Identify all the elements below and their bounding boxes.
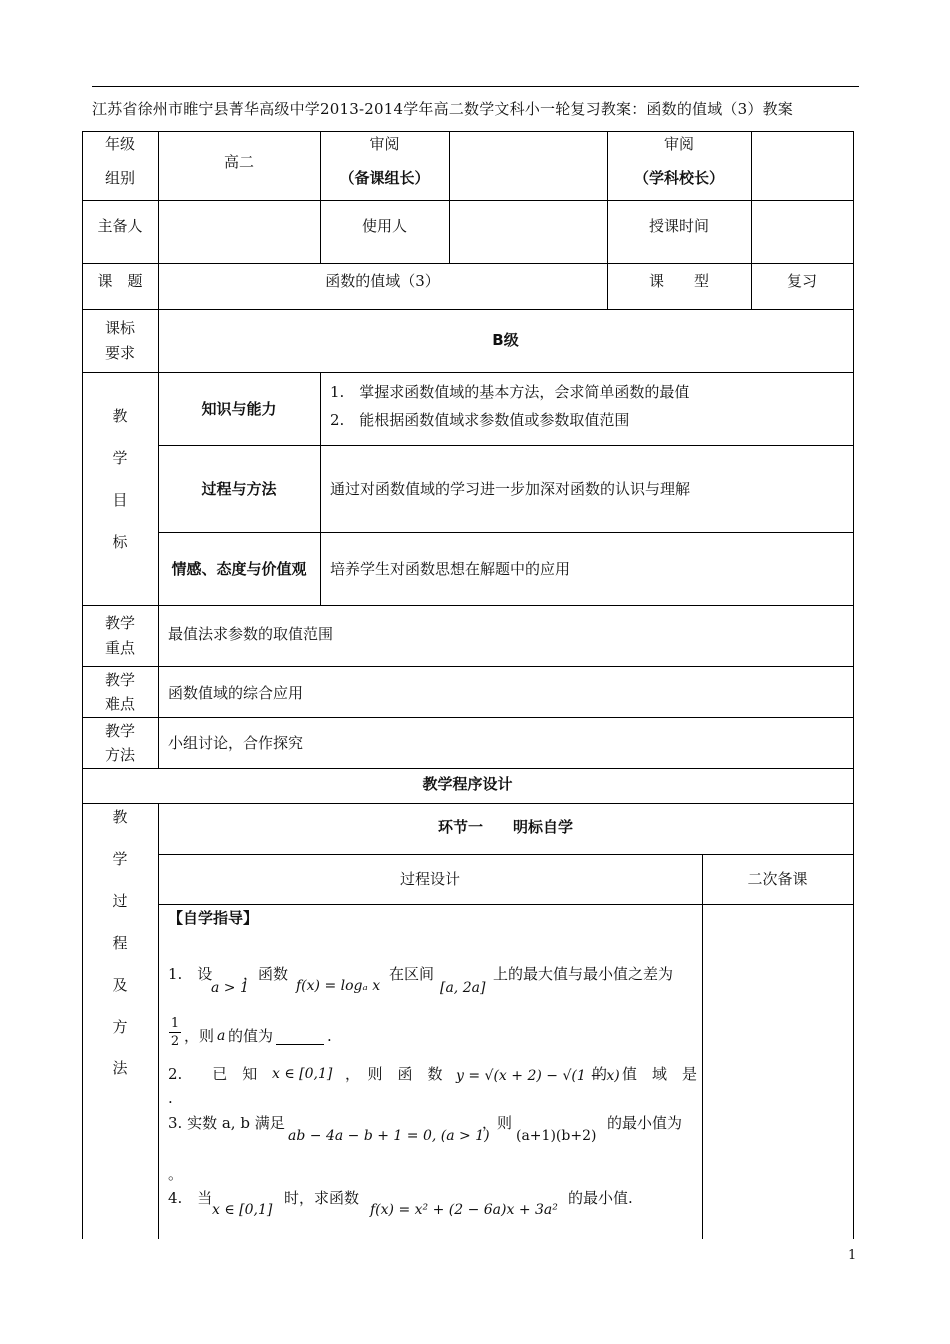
type-value: 复习 — [786, 272, 817, 290]
user-label: 使用人 — [361, 217, 407, 235]
q1-then: ，则 — [184, 1027, 215, 1045]
q3-end: 。 — [168, 1165, 184, 1183]
group-label: 组别 — [104, 169, 135, 187]
process-side-char-5: 及 — [112, 976, 128, 994]
q3-then: ，则 — [482, 1114, 513, 1132]
knowledge-item-1: 1. 掌握求函数值域的基本方法，会求简单函数的最值 — [330, 383, 690, 401]
difficulty-label-2: 难点 — [104, 695, 135, 713]
step-title: 环节一 明标自学 — [437, 818, 573, 836]
preparer-label: 主备人 — [97, 217, 143, 235]
review-sub-2: （学科校长） — [633, 169, 724, 187]
method-label-1: 教学 — [104, 722, 135, 740]
header-rule — [92, 86, 859, 87]
review-sub-1: （备课组长） — [339, 169, 430, 187]
method-value: 小组讨论，合作探究 — [168, 734, 304, 752]
page-number: 1 — [848, 1248, 857, 1263]
q1-interval: [a, 2a] — [440, 980, 486, 996]
review-label-1: 审阅 — [369, 135, 400, 153]
standard-value: B级 — [492, 331, 519, 349]
objective-char-4: 标 — [112, 533, 128, 551]
q1-func-word: ，函数 — [243, 965, 289, 983]
q4-func-word: 时，求函数 — [284, 1189, 360, 1207]
focus-label-2: 重点 — [104, 639, 135, 657]
grade-label: 年级 — [104, 135, 135, 153]
knowledge-label: 知识与能力 — [201, 400, 277, 418]
q4-prefix: 4. 当 — [168, 1189, 213, 1207]
q1-fraction-denominator: 2 — [170, 1034, 180, 1049]
q4-set: x ∈ [0,1] — [212, 1202, 273, 1218]
process-side-char-3: 过 — [112, 892, 128, 910]
topic-label: 课 题 — [97, 272, 143, 290]
objective-char-3: 目 — [112, 491, 128, 509]
q4-tail: 的最小值. — [568, 1189, 633, 1207]
grade-value: 高二 — [223, 153, 254, 171]
guide-title: 【自学指导】 — [168, 909, 259, 927]
column-process-design: 过程设计 — [399, 870, 460, 888]
q1-variable: a — [217, 1028, 226, 1044]
q2-func-word: ， 则 函 数 — [345, 1065, 443, 1083]
focus-value: 最值法求参数的取值范围 — [168, 625, 334, 643]
q2-function: y = √(x + 2) − √(1 − x) — [456, 1068, 620, 1084]
q1-value-of: 的值为 — [228, 1027, 274, 1045]
process-side-char-1: 教 — [112, 808, 128, 826]
program-title: 教学程序设计 — [422, 775, 513, 793]
topic-value: 函数的值域（3） — [325, 272, 440, 290]
q1-prefix: 1. 设 — [168, 965, 213, 983]
process-side-char-4: 程 — [112, 934, 128, 952]
difficulty-label-1: 教学 — [104, 671, 135, 689]
focus-label-1: 教学 — [104, 614, 135, 632]
process-label: 过程与方法 — [201, 480, 277, 498]
q2-set: x ∈ [0,1] — [272, 1066, 333, 1082]
q4-function: f(x) = x² + (2 − 6a)x + 3a² — [370, 1202, 558, 1218]
objective-char-1: 教 — [112, 407, 128, 425]
process-side-char-6: 方 — [112, 1018, 128, 1036]
document-title: 江苏省徐州市睢宁县菁华高级中学2013-2014学年高二数学文科小一轮复习教案：函数的值域（3）教案 — [92, 100, 793, 118]
q1-fraction-bar — [169, 1032, 181, 1033]
type-label: 课 型 — [648, 272, 709, 290]
process-side-char-2: 学 — [112, 850, 128, 868]
q2-prefix: 2. 已 知 — [168, 1065, 258, 1083]
difficulty-value: 函数值域的综合应用 — [168, 684, 304, 702]
q2-tail: 的 值 域 是 — [592, 1065, 698, 1083]
process-side-char-7: 法 — [112, 1059, 128, 1077]
column-second-prep: 二次备课 — [747, 870, 808, 888]
q1-tail: 上的最大值与最小值之差为 — [493, 965, 674, 983]
q1-answer-blank — [276, 1030, 324, 1045]
process-value: 通过对函数值域的学习进一步加深对函数的认识与理解 — [330, 480, 691, 498]
q3-prefix: 3. 实数 a, b 满足 — [168, 1114, 285, 1132]
q1-condition: a > 1 — [211, 980, 249, 996]
q3-tail: 的最小值为 — [607, 1114, 683, 1132]
q3-expression: (a+1)(b+2) — [516, 1128, 597, 1144]
emotion-value: 培养学生对函数思想在解题中的应用 — [330, 560, 571, 578]
knowledge-item-2: 2. 能根据函数值域求参数值或参数取值范围 — [330, 411, 630, 429]
q1-end: . — [327, 1027, 332, 1045]
time-label: 授课时间 — [648, 217, 709, 235]
q1-function: f(x) = logₐ x — [296, 978, 381, 994]
method-label-2: 方法 — [104, 746, 135, 764]
emotion-label: 情感、态度与价值观 — [171, 560, 307, 578]
standard-label-2: 要求 — [104, 344, 135, 362]
q1-interval-word: 在区间 — [389, 965, 435, 983]
review-label-2: 审阅 — [663, 135, 694, 153]
q1-fraction — [169, 1016, 181, 1049]
objective-char-2: 学 — [112, 449, 128, 467]
standard-label-1: 课标 — [104, 319, 135, 337]
q3-equation: ab − 4a − b + 1 = 0, (a > 1) — [288, 1128, 490, 1144]
q1-fraction-numerator: 1 — [170, 1016, 180, 1031]
q2-end: . — [168, 1089, 173, 1107]
